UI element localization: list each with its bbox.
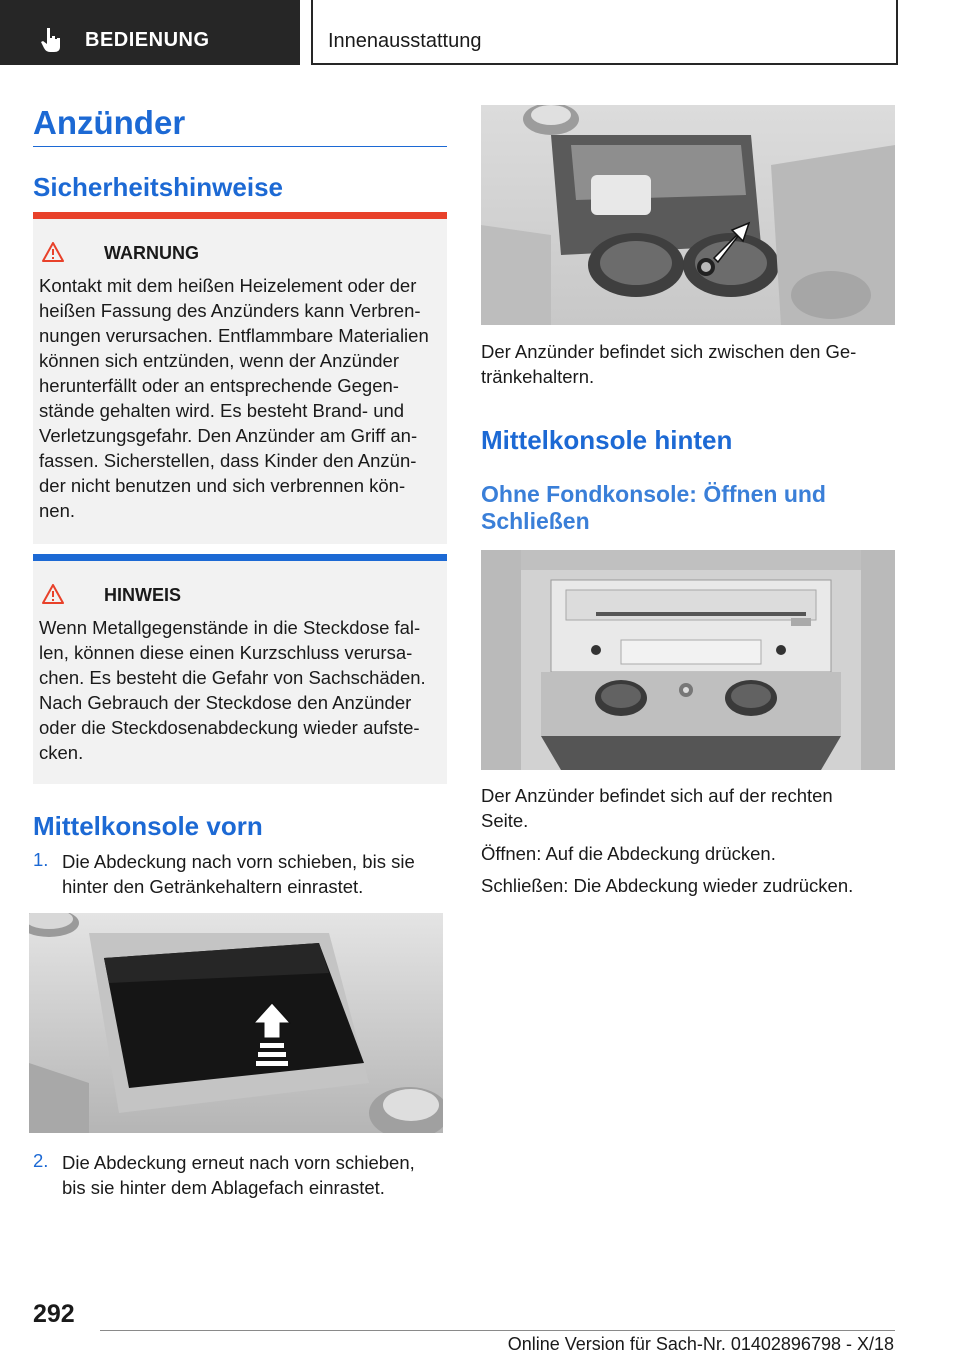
notice-line: len, können diese einen Kurzschluss verursa-: [39, 642, 413, 663]
caption-line: Der Anzünder befindet sich auf der rechten: [481, 785, 833, 806]
step-line: hinter den Getränkehaltern einrastet.: [62, 876, 364, 897]
step-text: [62, 849, 442, 899]
warning-line: Kontakt mit dem heißen Heizelement oder der: [39, 275, 417, 296]
safety-heading: Sicherheitshinweise: [33, 172, 283, 202]
warning-line: herunterfällt oder an entsprechende Gegen-: [39, 375, 399, 396]
warning-triangle-icon: [42, 584, 64, 604]
caption-line: Seite.: [481, 810, 529, 831]
page-title: Anzünder: [33, 104, 186, 141]
warning-box: [33, 212, 447, 544]
front-console-lighter-image: [481, 105, 895, 325]
rear-subheading: [481, 481, 826, 535]
step-number: 2.: [33, 1150, 49, 1171]
warning-text: [39, 273, 439, 523]
notice-line: oder die Steckdosenabdeckung wieder aufste-: [39, 717, 420, 738]
subheading-line: Schließen: [481, 508, 590, 534]
open-instruction: Öffnen: Auf die Abdeckung drücken.: [481, 843, 776, 864]
notice-line: Wenn Metallgegenstände in die Steckdose fal-: [39, 617, 421, 638]
rear-console-image: [481, 550, 895, 770]
footer-rule: [100, 1330, 895, 1331]
step-line: bis sie hinter dem Ablagefach einrastet.: [62, 1177, 385, 1198]
front-console-cover-image: [29, 913, 443, 1133]
close-instruction: Schließen: Die Abdeckung wieder zudrücken.: [481, 875, 854, 896]
warning-line: heißen Fassung des Anzünders kann Verbren-: [39, 300, 421, 321]
notice-title: HINWEIS: [104, 585, 182, 605]
step-line: Die Abdeckung nach vorn schieben, bis sie: [62, 851, 415, 872]
header-chapter-label: Innenausstattung: [328, 30, 482, 52]
step-line: Die Abdeckung erneut nach vorn schieben,: [62, 1152, 415, 1173]
notice-bar: [33, 554, 447, 561]
caption-line: Der Anzünder befindet sich zwischen den Ge-: [481, 341, 857, 362]
notice-box: [33, 554, 447, 784]
header-chapter: [311, 0, 898, 65]
warning-line: stände gehalten wird. Es besteht Brand- und: [39, 400, 405, 421]
step-number: 1.: [33, 849, 49, 870]
warning-bar: [33, 212, 447, 219]
notice-line: cken.: [39, 742, 84, 763]
front-console-heading: Mittelkonsole vorn: [33, 811, 263, 841]
hand-pointer-icon: [40, 27, 62, 53]
caption-line: tränkehaltern.: [481, 366, 595, 387]
warning-line: nungen verursachen. Entflammbare Materialien: [39, 325, 429, 346]
title-rule: [33, 146, 447, 147]
notice-text: [39, 615, 439, 765]
warning-line: fassen. Sicherstellen, dass Kinder den Anzün-: [39, 450, 417, 471]
notice-line: chen. Es besteht die Gefahr von Sachschäden.: [39, 667, 426, 688]
lighter-caption-front: [481, 339, 895, 389]
warning-line: nen.: [39, 500, 76, 521]
header-section-tab: [0, 0, 300, 65]
subheading-line: Ohne Fondkonsole: Öffnen und: [481, 481, 826, 507]
notice-line: Nach Gebrauch der Steckdose den Anzünder: [39, 692, 412, 713]
rear-console-heading: Mittelkonsole hinten: [481, 425, 733, 455]
warning-title: WARNUNG: [104, 243, 199, 263]
lighter-caption-rear: [481, 783, 895, 833]
warning-line: der nicht benutzen und sich verbrennen kön-: [39, 475, 406, 496]
warning-triangle-icon: [42, 242, 64, 262]
page-number: 292: [33, 1300, 75, 1328]
warning-line: können sich entzünden, wenn der Anzünder: [39, 350, 399, 371]
step-text: [62, 1150, 442, 1200]
footer-online-version: Online Version für Sach-Nr. 01402896798 - X/18: [507, 1334, 894, 1354]
header-section-label: BEDIENUNG: [85, 29, 210, 51]
warning-line: Verletzungsgefahr. Den Anzünder am Griff an-: [39, 425, 418, 446]
